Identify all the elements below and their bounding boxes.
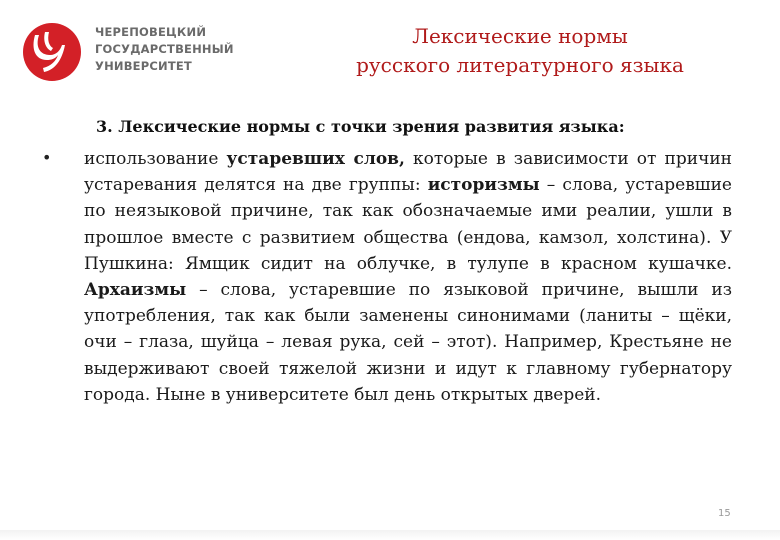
term-historisms: историзмы: [427, 175, 540, 196]
university-name-line-3: УНИВЕРСИТЕТ: [95, 59, 192, 73]
term-obsolete-words: устаревших слов,: [226, 149, 405, 169]
bullet-marker: •: [42, 148, 52, 167]
section-subheading: 3. Лексические нормы с точки зрения развития языка:: [96, 117, 625, 136]
body-text-part-2: которые в зависимости от причин устаревания делятся на две группы:: [84, 149, 732, 196]
slide-title-line-1: Лексические нормы: [412, 24, 628, 48]
slide-title-line-2: русского литературного языка: [356, 53, 684, 77]
page-number: 15: [718, 508, 731, 519]
university-name: [95, 24, 234, 75]
university-name-line-2: ГОСУДАРСТВЕННЫЙ: [95, 42, 234, 56]
university-name-line-1: ЧЕРЕПОВЕЦКИЙ: [95, 25, 207, 39]
body-text-part-4: – слова, устаревшие по языковой причине, вышли из употребления, так как были заменены синонимами (ланиты – щёки, очи – глаза, шуйца – левая рука, сей – этот). Например, Крестьяне не выдерживают своей тяжелой жизни и идут к главному губернатору города. Ныне в университете был день открытых дверей.: [84, 280, 732, 405]
body-text-part-3: – слова, устаревшие по неязыковой причине, так как обозначаемые ими реалии, ушли в прошлое вместе с развитием общества (ендова, камзол, холстина). У Пушкина: Ямщик сидит на облучке, в тулупе в красном кушачке.: [84, 175, 732, 274]
university-logo-icon: [22, 22, 82, 82]
body-text-part-1: использование: [84, 149, 227, 169]
slide-title: [300, 22, 740, 80]
term-archaisms: Архаизмы: [84, 280, 187, 301]
bottom-divider: [0, 530, 780, 540]
body-paragraph: [84, 146, 732, 408]
